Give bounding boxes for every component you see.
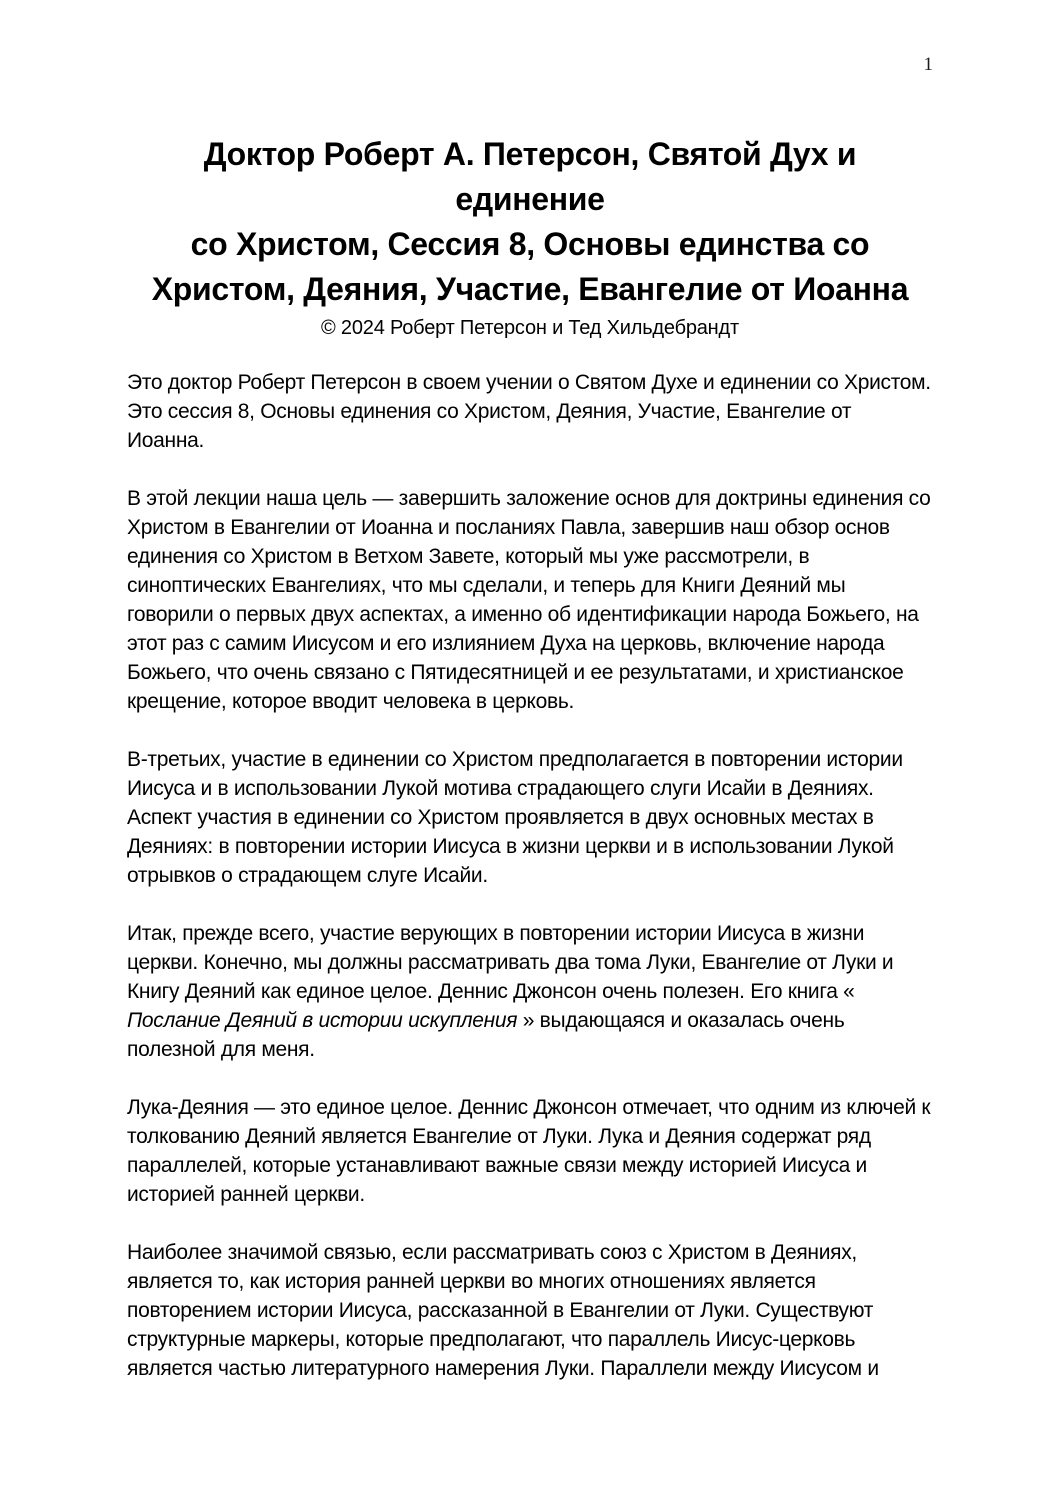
book-title-italic: Послание Деяний в истории искупления [127, 1009, 518, 1032]
paragraph-lecture-goal: В этой лекции наша цель — завершить заложение основ для доктрины единения со Христом в Евангелии от Иоанна и посланиях Павла, завершив наш обзор основ единения со Христом в Ветхом Завете, который мы уже рассмотрели, в синоптических Евангелиях, что мы сделали, и теперь для Книги Деяний мы говорили о первых двух аспектах, а именно об идентификации народа Божьего, на этот раз с самим Иисусом и его излиянием Духа на церковь, включение народа Божьего, что очень связано с Пятидесятницей и ее результатами, и христианское крещение, которое вводит человека в церковь. [127, 487, 931, 713]
paragraph-participation: В-третьих, участие в единении со Христом предполагается в повторении истории Иисуса и в использовании Лукой мотива страдающего слуги Исайи в Деяниях. Аспект участия в единении со Христом проявляется в двух основных местах в Деяниях: в повторении истории Иисуса в жизни церкви и в использовании Лукой отрывков о страдающем слуге Исайи. [127, 748, 903, 887]
title-line-4: Христом, Деяния, Участие, Евангелие от Иоанна [151, 271, 909, 307]
document-body [127, 368, 933, 1383]
document-title [127, 132, 933, 312]
paragraph-intro: Это доктор Роберт Петерсон в своем учении о Святом Духе и единении со Христом. Это сессия 8, Основы единения со Христом, Деяния, Участие, Евангелие от Иоанна. [127, 371, 931, 452]
title-line-2: единение [455, 181, 605, 217]
paragraph-significant-link: Наиболее значимой связью, если рассматривать союз с Христом в Деяниях, является то, как история ранней церкви во многих отношениях является повторением истории Иисуса, рассказанной в Евангелии от Луки. Существуют структурные маркеры, которые предполагают, что параллель Иисус-церковь является частью литературного намерения Луки. Параллели между Иисусом и [127, 1241, 879, 1380]
title-line-3: со Христом, Сессия 8, Основы единства со [190, 226, 870, 262]
paragraph-luke-volumes-text-after: » выдающаяся и оказалась очень полезной для меня. [127, 1009, 845, 1061]
page-number: 1 [923, 54, 933, 75]
copyright-line: © 2024 Роберт Петерсон и Тед Хильдебрандт [321, 317, 739, 339]
paragraph-luke-volumes-text-before: Итак, прежде всего, участие верующих в повторении истории Иисуса в жизни церкви. Конечно, мы должны рассматривать два тома Луки, Евангелие от Луки и Книгу Деяний как единое целое. Деннис Джонсон очень полезен. Его книга « [127, 922, 894, 1003]
paragraph-luke-acts-unity: Лука-Деяния — это единое целое. Деннис Джонсон отмечает, что одним из ключей к толкованию Деяний является Евангелие от Луки. Лука и Деяния содержат ряд параллелей, которые устанавливают важные связи между историей Иисуса и историей ранней церкви. [127, 1096, 931, 1206]
paragraph-luke-volumes [127, 919, 933, 1064]
title-line-1: Доктор Роберт А. Петерсон, Святой Дух и [203, 136, 857, 172]
